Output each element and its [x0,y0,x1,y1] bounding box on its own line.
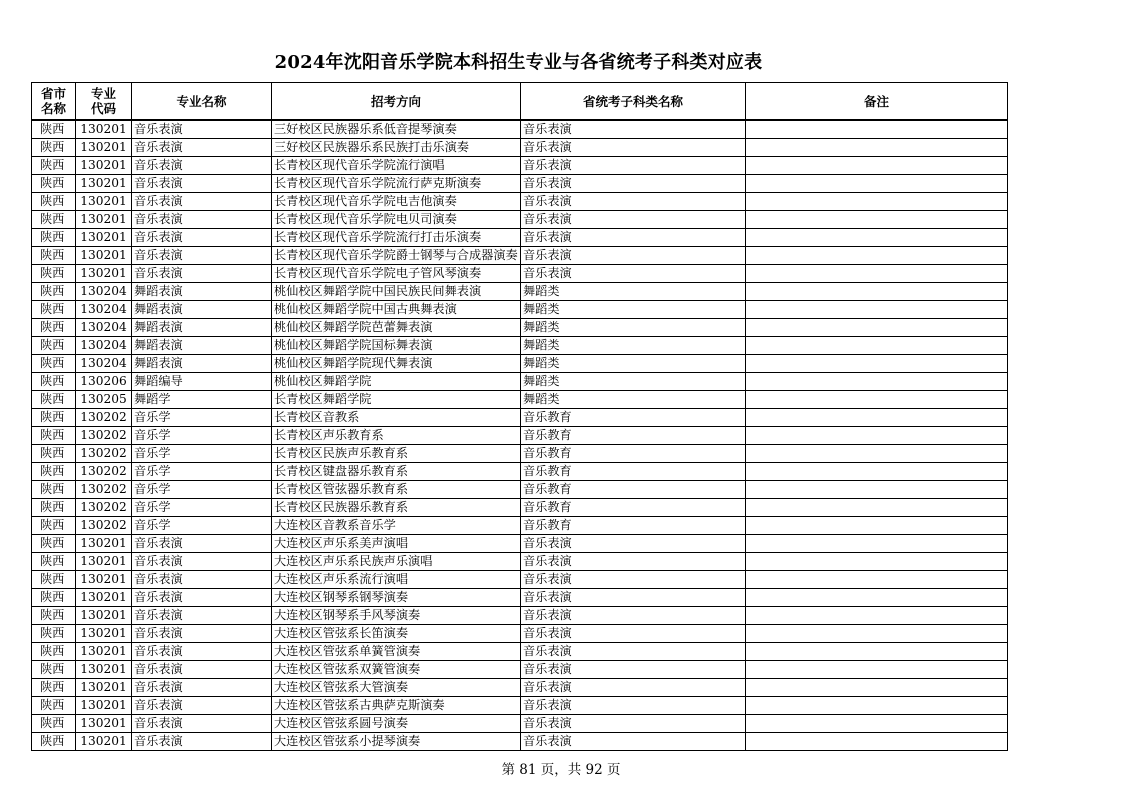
major-cell: 音乐学 [132,481,272,499]
table-row [32,175,1008,193]
major-cell: 音乐表演 [132,679,272,697]
table-row [32,535,1008,553]
code-cell: 130201 [76,247,132,265]
category-cell: 舞蹈类 [521,391,746,409]
category-cell: 音乐教育 [521,499,746,517]
category-cell: 音乐表演 [521,211,746,229]
major-cell: 音乐表演 [132,661,272,679]
province-cell: 陕西 [32,265,76,283]
header-remarks: 备注 [746,83,1008,121]
code-cell: 130202 [76,409,132,427]
table-row [32,157,1008,175]
category-cell: 音乐表演 [521,661,746,679]
remarks-cell [746,373,1008,391]
remarks-cell [746,625,1008,643]
direction-cell: 大连校区管弦系双簧管演奏 [272,661,521,679]
code-cell: 130202 [76,463,132,481]
province-cell: 陕西 [32,283,76,301]
table-row [32,589,1008,607]
province-cell: 陕西 [32,499,76,517]
code-cell: 130206 [76,373,132,391]
table-row [32,625,1008,643]
major-cell: 音乐表演 [132,265,272,283]
category-cell: 舞蹈类 [521,301,746,319]
code-cell: 130201 [76,571,132,589]
remarks-cell [746,535,1008,553]
remarks-cell [746,193,1008,211]
province-cell: 陕西 [32,661,76,679]
major-cell: 舞蹈表演 [132,283,272,301]
remarks-cell [746,265,1008,283]
major-cell: 音乐学 [132,499,272,517]
category-cell: 音乐教育 [521,409,746,427]
code-cell: 130201 [76,120,132,139]
major-cell: 音乐表演 [132,175,272,193]
table-row [32,571,1008,589]
province-cell: 陕西 [32,427,76,445]
province-cell: 陕西 [32,625,76,643]
direction-cell: 长青校区现代音乐学院电子管风琴演奏 [272,265,521,283]
major-cell: 音乐表演 [132,625,272,643]
major-cell: 舞蹈编导 [132,373,272,391]
province-cell: 陕西 [32,193,76,211]
remarks-cell [746,355,1008,373]
code-cell: 130202 [76,517,132,535]
code-cell: 130201 [76,535,132,553]
table-row [32,427,1008,445]
province-cell: 陕西 [32,535,76,553]
table-row [32,337,1008,355]
table-row [32,319,1008,337]
category-cell: 舞蹈类 [521,319,746,337]
remarks-cell [746,733,1008,751]
direction-cell: 长青校区现代音乐学院流行演唱 [272,157,521,175]
code-cell: 130202 [76,445,132,463]
province-cell: 陕西 [32,355,76,373]
province-cell: 陕西 [32,733,76,751]
direction-cell: 大连校区声乐系民族声乐演唱 [272,553,521,571]
direction-cell: 桃仙校区舞蹈学院芭蕾舞表演 [272,319,521,337]
header-direction: 招考方向 [272,83,521,121]
direction-cell: 三好校区民族器乐系低音提琴演奏 [272,120,521,139]
direction-cell: 大连校区管弦系单簧管演奏 [272,643,521,661]
province-cell: 陕西 [32,481,76,499]
remarks-cell [746,643,1008,661]
direction-cell: 长青校区声乐教育系 [272,427,521,445]
province-cell: 陕西 [32,301,76,319]
code-cell: 130201 [76,733,132,751]
remarks-cell [746,139,1008,157]
direction-cell: 桃仙校区舞蹈学院国标舞表演 [272,337,521,355]
major-cell: 舞蹈学 [132,391,272,409]
major-cell: 舞蹈表演 [132,337,272,355]
category-cell: 音乐教育 [521,481,746,499]
category-cell: 舞蹈类 [521,283,746,301]
table-row [32,553,1008,571]
category-cell: 音乐表演 [521,120,746,139]
table-row [32,643,1008,661]
province-cell: 陕西 [32,679,76,697]
major-cell: 音乐表演 [132,229,272,247]
remarks-cell [746,211,1008,229]
province-cell: 陕西 [32,553,76,571]
table-row [32,229,1008,247]
remarks-cell [746,391,1008,409]
code-cell: 130201 [76,139,132,157]
remarks-cell [746,229,1008,247]
category-cell: 音乐表演 [521,607,746,625]
direction-cell: 三好校区民族器乐系民族打击乐演奏 [272,139,521,157]
table-row [32,211,1008,229]
code-cell: 130201 [76,211,132,229]
category-cell: 音乐表演 [521,139,746,157]
major-cell: 音乐学 [132,517,272,535]
page-number: 第 81 页，共 92 页 [501,762,621,778]
remarks-cell [746,607,1008,625]
category-cell: 音乐表演 [521,157,746,175]
table-row [32,193,1008,211]
code-cell: 130201 [76,697,132,715]
direction-cell: 长青校区舞蹈学院 [272,391,521,409]
province-cell: 陕西 [32,463,76,481]
major-cell: 音乐表演 [132,553,272,571]
major-cell: 音乐表演 [132,643,272,661]
remarks-cell [746,481,1008,499]
table-row [32,265,1008,283]
remarks-cell [746,445,1008,463]
category-cell: 音乐表演 [521,589,746,607]
province-cell: 陕西 [32,517,76,535]
province-cell: 陕西 [32,337,76,355]
province-cell: 陕西 [32,373,76,391]
province-cell: 陕西 [32,139,76,157]
province-cell: 陕西 [32,409,76,427]
category-cell: 音乐表演 [521,697,746,715]
direction-cell: 大连校区声乐系美声演唱 [272,535,521,553]
direction-cell: 长青校区现代音乐学院流行萨克斯演奏 [272,175,521,193]
table-row [32,715,1008,733]
remarks-cell [746,463,1008,481]
code-cell: 130202 [76,427,132,445]
province-cell: 陕西 [32,247,76,265]
code-cell: 130201 [76,553,132,571]
direction-cell: 桃仙校区舞蹈学院中国民族民间舞表演 [272,283,521,301]
direction-cell: 大连校区管弦系长笛演奏 [272,625,521,643]
code-cell: 130204 [76,301,132,319]
code-cell: 130204 [76,337,132,355]
province-cell: 陕西 [32,643,76,661]
category-cell: 音乐表演 [521,193,746,211]
major-cell: 音乐表演 [132,193,272,211]
table-row [32,733,1008,751]
category-cell: 音乐表演 [521,265,746,283]
major-cell: 音乐表演 [132,733,272,751]
remarks-cell [746,319,1008,337]
table-row [32,355,1008,373]
major-cell: 音乐表演 [132,589,272,607]
table-row [32,463,1008,481]
major-cell: 音乐表演 [132,139,272,157]
direction-cell: 大连校区声乐系流行演唱 [272,571,521,589]
code-cell: 130204 [76,319,132,337]
code-cell: 130204 [76,355,132,373]
remarks-cell [746,715,1008,733]
category-cell: 音乐教育 [521,463,746,481]
code-cell: 130201 [76,679,132,697]
province-cell: 陕西 [32,120,76,139]
remarks-cell [746,553,1008,571]
major-cell: 舞蹈表演 [132,319,272,337]
province-cell: 陕西 [32,391,76,409]
province-cell: 陕西 [32,157,76,175]
direction-cell: 长青校区现代音乐学院电贝司演奏 [272,211,521,229]
table-row [32,607,1008,625]
major-cell: 音乐表演 [132,535,272,553]
table-row [32,661,1008,679]
category-cell: 舞蹈类 [521,355,746,373]
code-cell: 130202 [76,499,132,517]
direction-cell: 大连校区管弦系小提琴演奏 [272,733,521,751]
province-cell: 陕西 [32,319,76,337]
remarks-cell [746,283,1008,301]
remarks-cell [746,175,1008,193]
direction-cell: 长青校区民族声乐教育系 [272,445,521,463]
page-title: 2024年沈阳音乐学院本科招生专业与各省统考子科类对应表 [274,52,763,73]
major-cell: 音乐学 [132,427,272,445]
major-cell: 音乐表演 [132,571,272,589]
category-cell: 音乐表演 [521,247,746,265]
remarks-cell [746,409,1008,427]
category-cell: 音乐教育 [521,445,746,463]
direction-cell: 桃仙校区舞蹈学院 [272,373,521,391]
direction-cell: 桃仙校区舞蹈学院中国古典舞表演 [272,301,521,319]
major-cell: 音乐学 [132,409,272,427]
direction-cell: 大连校区钢琴系钢琴演奏 [272,589,521,607]
category-cell: 音乐表演 [521,733,746,751]
direction-cell: 大连校区音教系音乐学 [272,517,521,535]
direction-cell: 大连校区钢琴系手风琴演奏 [272,607,521,625]
remarks-cell [746,427,1008,445]
header-category: 省统考子科类名称 [521,83,746,121]
header-major: 专业名称 [132,83,272,121]
code-cell: 130201 [76,175,132,193]
category-cell: 音乐表演 [521,571,746,589]
table-row [32,373,1008,391]
direction-cell: 长青校区管弦器乐教育系 [272,481,521,499]
table-body [32,120,1008,751]
table-row [32,697,1008,715]
table-row [32,409,1008,427]
direction-cell: 长青校区民族器乐教育系 [272,499,521,517]
code-cell: 130201 [76,715,132,733]
category-cell: 音乐教育 [521,517,746,535]
header-province: 省市名称 [32,83,76,121]
category-cell: 音乐表演 [521,625,746,643]
remarks-cell [746,157,1008,175]
major-cell: 音乐学 [132,463,272,481]
category-cell: 音乐表演 [521,643,746,661]
category-cell: 舞蹈类 [521,373,746,391]
code-cell: 130201 [76,643,132,661]
province-cell: 陕西 [32,571,76,589]
code-cell: 130205 [76,391,132,409]
direction-cell: 长青校区现代音乐学院电吉他演奏 [272,193,521,211]
table-row [32,283,1008,301]
table-row [32,481,1008,499]
major-cell: 音乐表演 [132,247,272,265]
remarks-cell [746,337,1008,355]
table-row [32,517,1008,535]
code-cell: 130201 [76,661,132,679]
category-cell: 音乐表演 [521,175,746,193]
direction-cell: 大连校区管弦系古典萨克斯演奏 [272,697,521,715]
code-cell: 130201 [76,157,132,175]
code-cell: 130204 [76,283,132,301]
direction-cell: 大连校区管弦系大管演奏 [272,679,521,697]
remarks-cell [746,247,1008,265]
province-cell: 陕西 [32,229,76,247]
table-row [32,391,1008,409]
direction-cell: 大连校区管弦系圆号演奏 [272,715,521,733]
category-cell: 音乐表演 [521,553,746,571]
province-cell: 陕西 [32,607,76,625]
major-cell: 音乐表演 [132,211,272,229]
major-cell: 音乐表演 [132,120,272,139]
category-cell: 音乐教育 [521,427,746,445]
major-cell: 舞蹈表演 [132,301,272,319]
table-header [32,83,1008,121]
table-row [32,247,1008,265]
table-row [32,120,1008,139]
province-cell: 陕西 [32,175,76,193]
code-cell: 130201 [76,229,132,247]
code-cell: 130201 [76,193,132,211]
remarks-cell [746,661,1008,679]
direction-cell: 长青校区现代音乐学院爵士钢琴与合成器演奏 [272,247,521,265]
remarks-cell [746,571,1008,589]
major-cell: 音乐表演 [132,607,272,625]
province-cell: 陕西 [32,697,76,715]
table-row [32,301,1008,319]
table-row [32,499,1008,517]
enrollment-table [31,82,1008,751]
remarks-cell [746,697,1008,715]
remarks-cell [746,679,1008,697]
major-cell: 音乐表演 [132,697,272,715]
category-cell: 音乐表演 [521,679,746,697]
province-cell: 陕西 [32,211,76,229]
direction-cell: 长青校区音教系 [272,409,521,427]
direction-cell: 长青校区键盘器乐教育系 [272,463,521,481]
category-cell: 音乐表演 [521,535,746,553]
category-cell: 舞蹈类 [521,337,746,355]
province-cell: 陕西 [32,445,76,463]
remarks-cell [746,517,1008,535]
category-cell: 音乐表演 [521,229,746,247]
province-cell: 陕西 [32,589,76,607]
code-cell: 130202 [76,481,132,499]
remarks-cell [746,499,1008,517]
table-row [32,679,1008,697]
remarks-cell [746,589,1008,607]
header-code: 专业代码 [76,83,132,121]
code-cell: 130201 [76,625,132,643]
category-cell: 音乐表演 [521,715,746,733]
table-row [32,139,1008,157]
table-row [32,445,1008,463]
remarks-cell [746,120,1008,139]
major-cell: 音乐学 [132,445,272,463]
code-cell: 130201 [76,265,132,283]
code-cell: 130201 [76,607,132,625]
major-cell: 舞蹈表演 [132,355,272,373]
code-cell: 130201 [76,589,132,607]
remarks-cell [746,301,1008,319]
direction-cell: 长青校区现代音乐学院流行打击乐演奏 [272,229,521,247]
province-cell: 陕西 [32,715,76,733]
major-cell: 音乐表演 [132,715,272,733]
direction-cell: 桃仙校区舞蹈学院现代舞表演 [272,355,521,373]
major-cell: 音乐表演 [132,157,272,175]
